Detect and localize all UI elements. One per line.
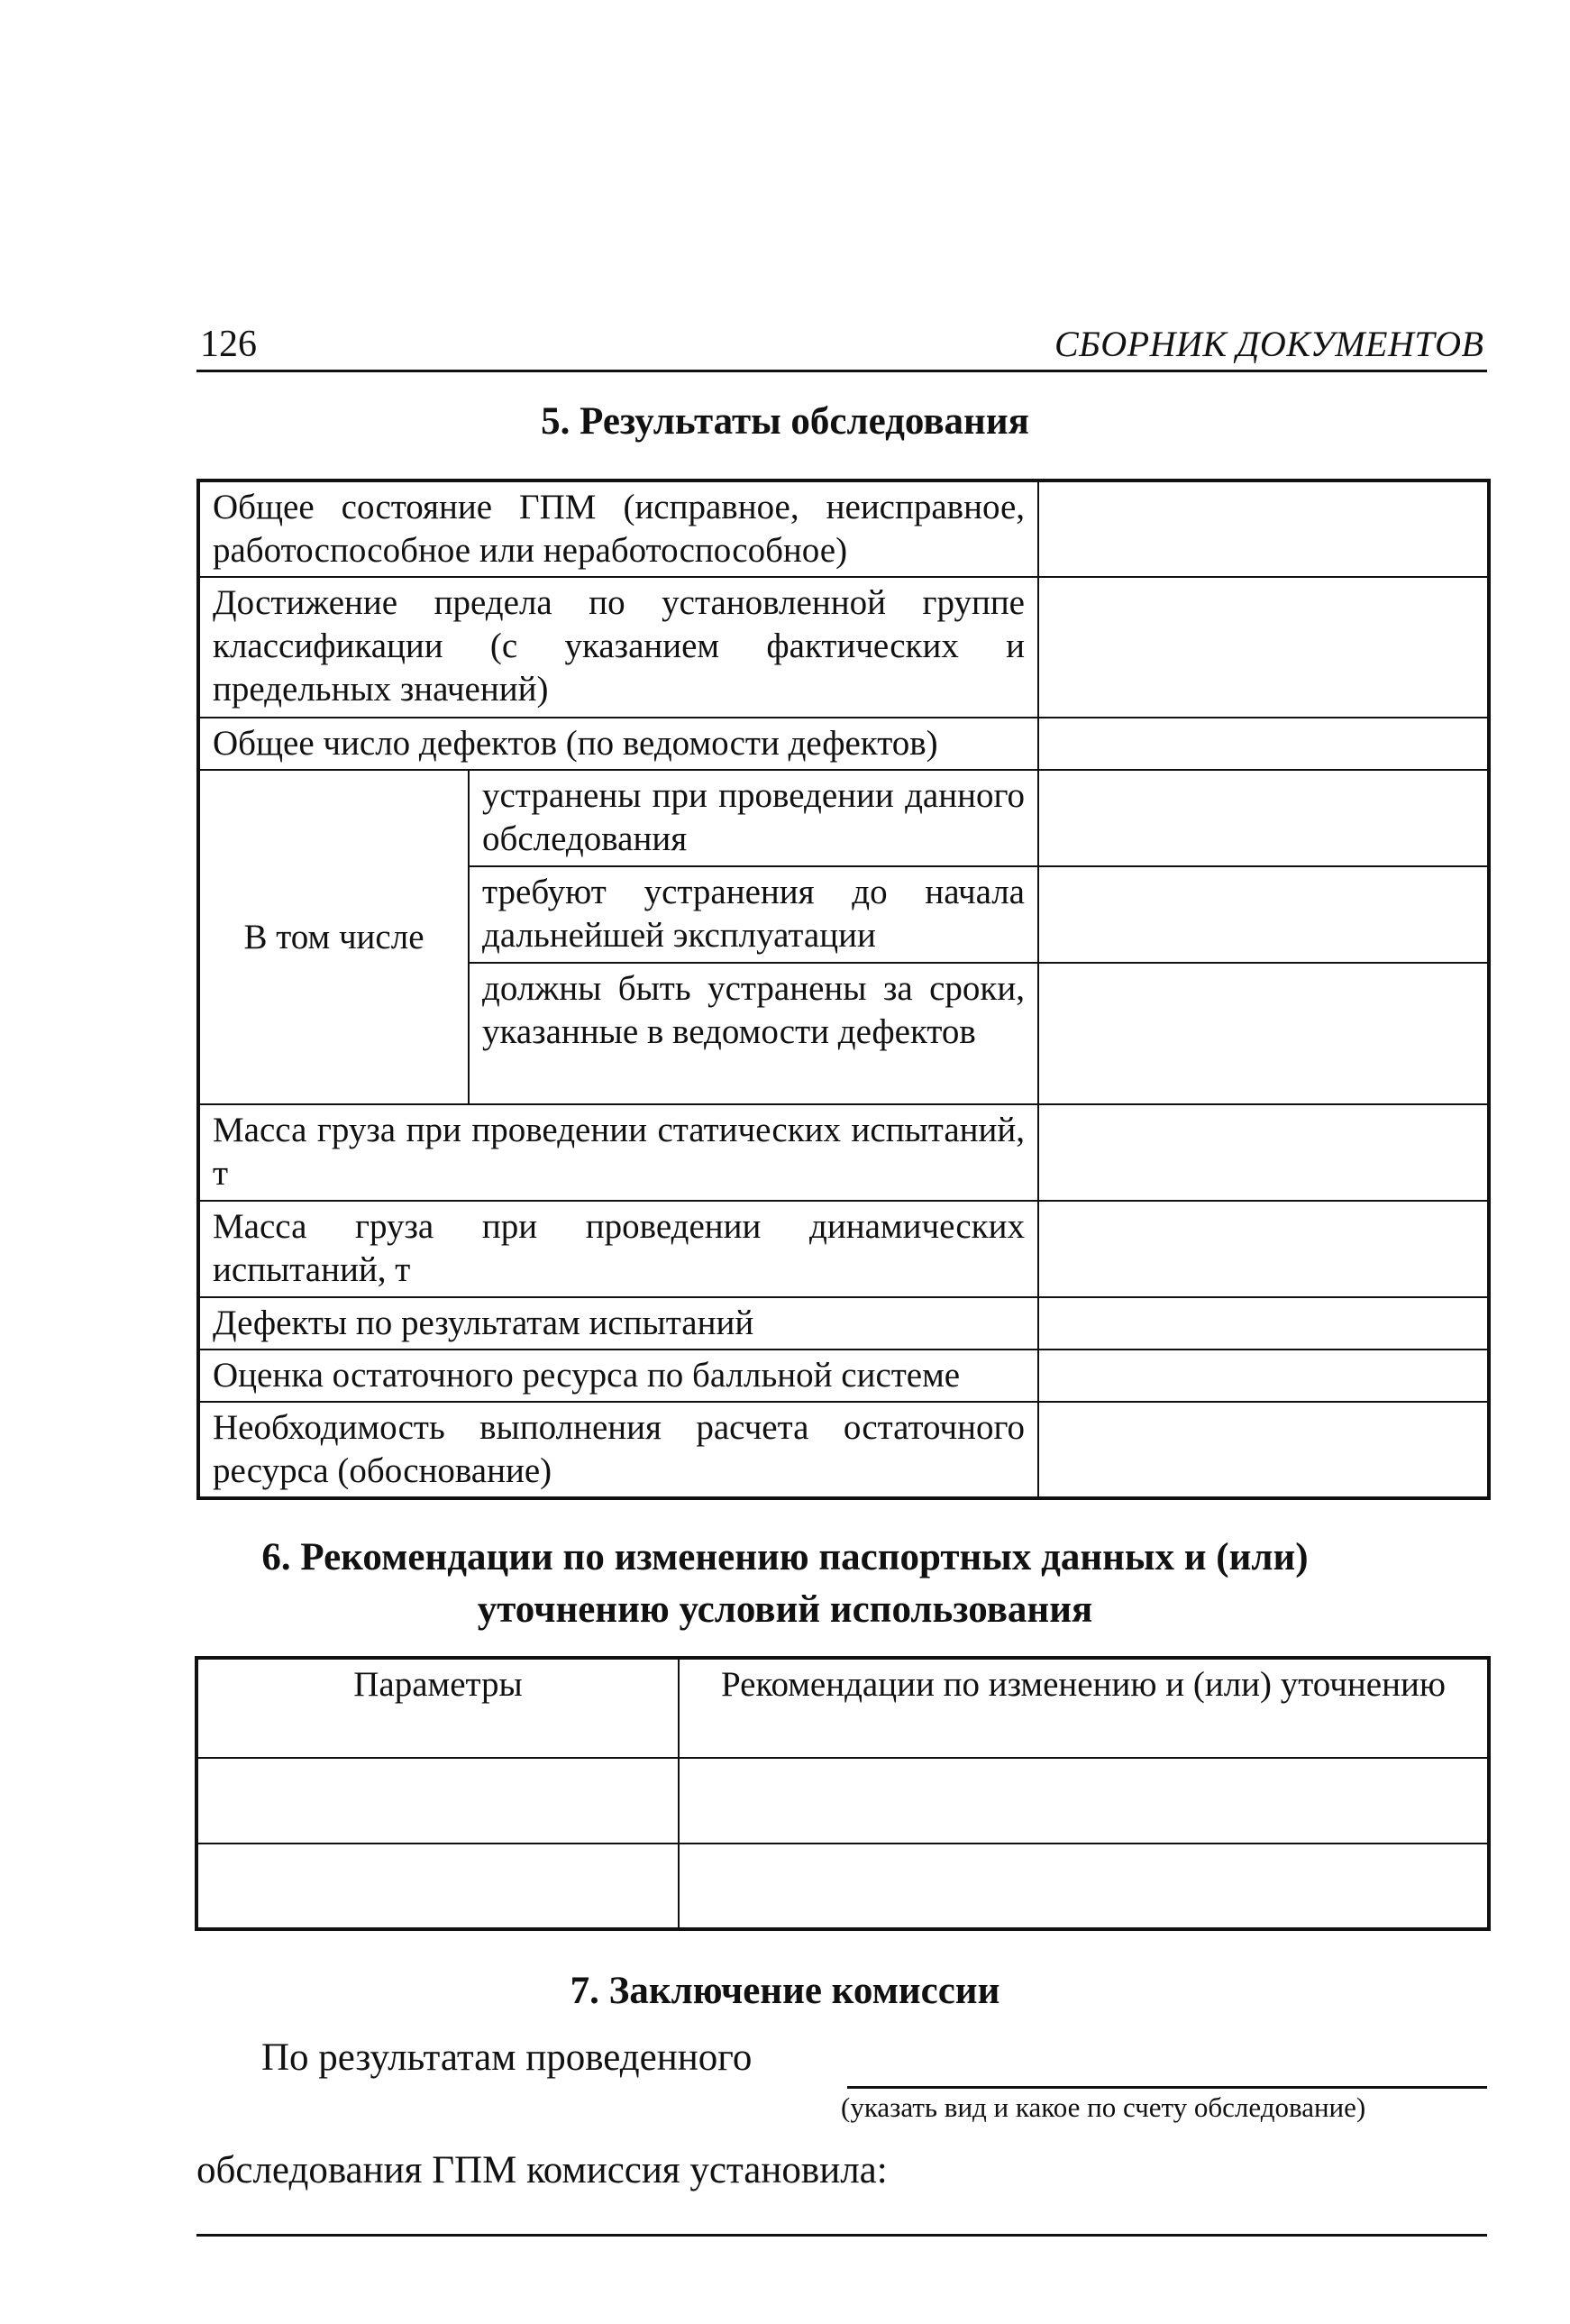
row-label: Масса груза при проведении статических испытаний, т — [198, 1104, 1038, 1201]
row-label: Общее состояние ГПМ (исправное, неисправное, работоспособное или неработоспособное) — [198, 480, 1038, 577]
fill-hint: (указать вид и какое по счету обследование) — [841, 2091, 1366, 2123]
table-header-row — [196, 1658, 1489, 1758]
row-label: Необходимость выполнения расчета остаточного ресурса (обоснование) — [198, 1402, 1038, 1498]
table-row — [198, 480, 1489, 577]
row-label: Масса груза при проведении динамических испытаний, т — [198, 1201, 1038, 1297]
value-cell[interactable] — [1038, 1104, 1489, 1201]
table-row — [198, 1104, 1489, 1201]
results-table — [196, 479, 1491, 1500]
value-cell[interactable] — [1038, 1297, 1489, 1350]
column-header-recommendations: Рекомендации по изменению и (или) уточнению — [679, 1658, 1489, 1758]
value-cell[interactable] — [1038, 577, 1489, 718]
running-title: СБОРНИК ДОКУМЕНТОВ — [1054, 324, 1484, 364]
conclusion-line2: обследования ГПМ комиссия установила: — [196, 2149, 888, 2191]
value-cell[interactable] — [1038, 1201, 1489, 1297]
value-cell[interactable] — [1038, 480, 1489, 577]
table-row — [196, 1758, 1489, 1844]
section6-title-line2: уточнению условий использования — [477, 1588, 1093, 1631]
sub-row-label: устранены при проведении данного обследования — [469, 770, 1038, 866]
page-number: 126 — [200, 324, 257, 365]
sub-row-label: должны быть устранены за сроки, указанные в ведомости дефектов — [469, 963, 1038, 1104]
recommendations-table — [195, 1656, 1491, 1931]
conclusion-fill-line-2[interactable] — [196, 2234, 1487, 2237]
value-cell[interactable] — [1038, 1350, 1489, 1402]
section5-title: 5. Результаты обследования — [541, 400, 1029, 443]
group-label: В том числе — [198, 770, 469, 1104]
section7-title: 7. Заключение комиссии — [570, 1970, 1000, 2012]
table-row — [198, 1350, 1489, 1402]
value-cell[interactable] — [1038, 866, 1489, 963]
table-row — [198, 1201, 1489, 1297]
header-rule — [196, 370, 1487, 372]
recommendation-cell[interactable] — [679, 1844, 1489, 1929]
value-cell[interactable] — [1038, 1402, 1489, 1498]
table-row — [198, 770, 1489, 866]
value-cell[interactable] — [1038, 963, 1489, 1104]
table-row — [198, 1297, 1489, 1350]
value-cell[interactable] — [1038, 770, 1489, 866]
conclusion-fill-line[interactable] — [847, 2086, 1487, 2089]
section6-title-line1: 6. Рекомендации по изменению паспортных данных и (или) — [261, 1536, 1309, 1578]
row-label: Дефекты по результатам испытаний — [198, 1297, 1038, 1350]
column-header-parameters: Параметры — [196, 1658, 679, 1758]
table-row — [198, 577, 1489, 718]
conclusion-line1: По результатам проведенного — [261, 2036, 753, 2079]
row-label: Достижение предела по установленной группе классификации (с указанием фактических и предельных значений) — [198, 577, 1038, 718]
parameter-cell[interactable] — [196, 1844, 679, 1929]
parameter-cell[interactable] — [196, 1758, 679, 1844]
sub-row-label: требуют устранения до начала дальнейшей эксплуатации — [469, 866, 1038, 963]
table-row — [198, 1402, 1489, 1498]
table-row — [198, 718, 1489, 770]
row-label: Оценка остаточного ресурса по балльной системе — [198, 1350, 1038, 1402]
row-label: Общее число дефектов (по ведомости дефектов) — [198, 718, 1038, 770]
recommendation-cell[interactable] — [679, 1758, 1489, 1844]
value-cell[interactable] — [1038, 718, 1489, 770]
table-row — [196, 1844, 1489, 1929]
